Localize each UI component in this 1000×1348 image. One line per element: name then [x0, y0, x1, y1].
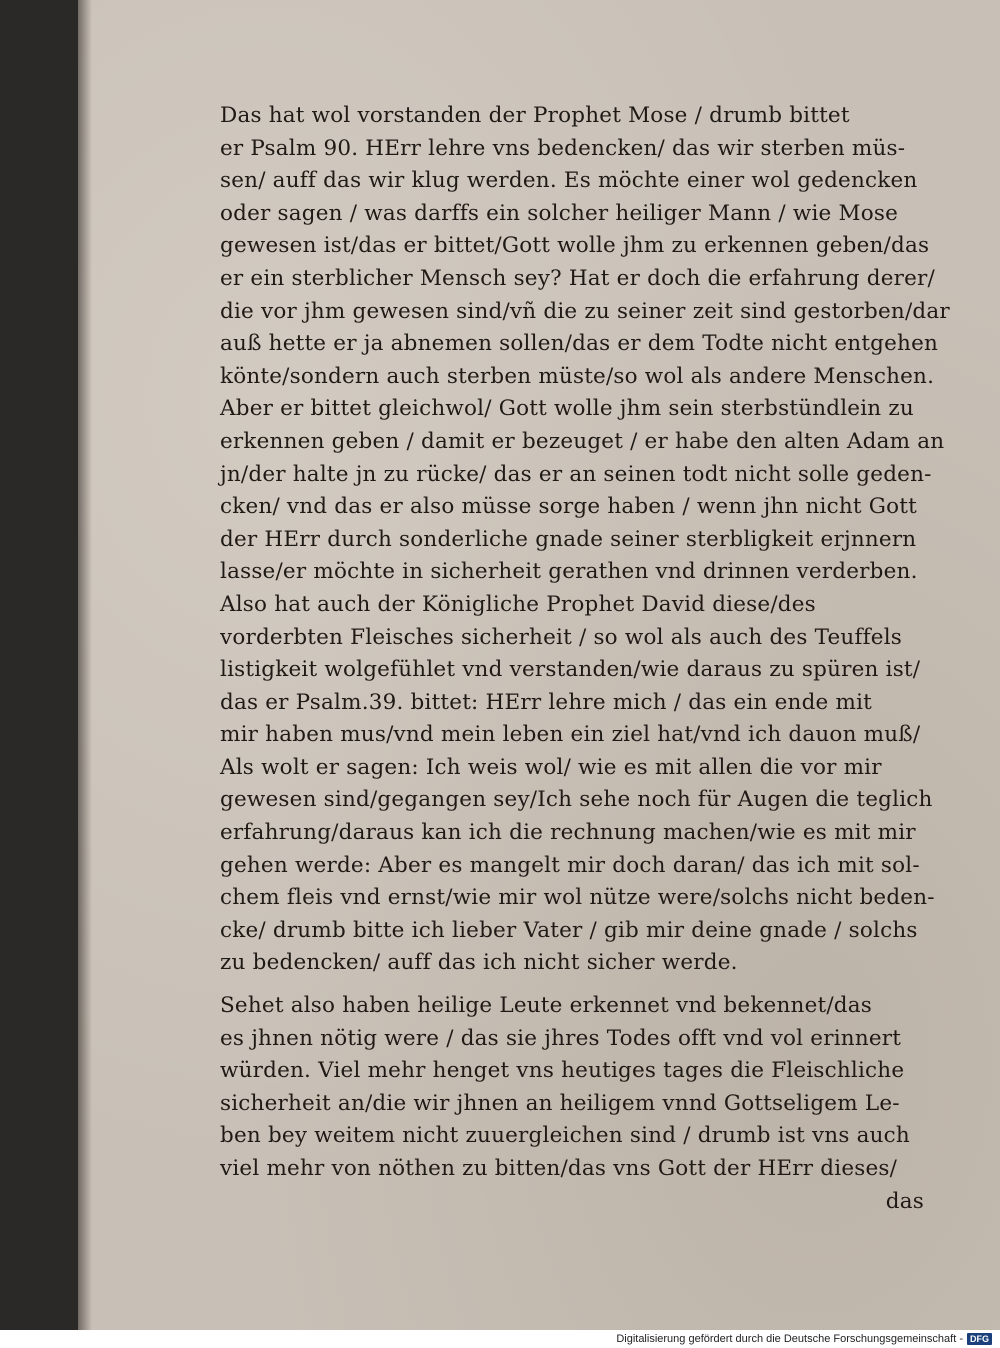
- text-line: Das hat wol vorstanden der Prophet Mose / drumb bittet: [220, 103, 850, 128]
- text-line: die vor jhm gewesen sind/vñ die zu seiner zeit sind gestorben/dar: [220, 298, 950, 324]
- text-line: gehen werde: Aber es mangelt mir doch daran/ das ich mit sol-: [220, 852, 920, 878]
- page-gutter-shadow: [78, 0, 92, 1330]
- text-line: Also hat auch der Königliche Prophet David diese/des: [220, 591, 816, 617]
- text-line: cke/ drumb bitte ich lieber Vater / gib mir deine gnade / solchs: [220, 917, 918, 943]
- text-line: er Psalm 90. HErr lehre vns bedencken/ das wir sterben müs-: [220, 135, 906, 161]
- text-line: gewesen ist/das er bittet/Gott wolle jhm zu erkennen geben/das: [220, 233, 930, 259]
- text-line: viel mehr von nöthen zu bitten/das vns Gott der HErr dieses/: [220, 1156, 898, 1181]
- text-line: sen/ auff das wir klug werden. Es möchte einer wol gedencken: [220, 168, 918, 194]
- digitization-footer: [0, 1330, 1000, 1348]
- text-line: gewesen sind/gegangen sey/Ich sehe noch für Augen die teglich: [220, 787, 933, 813]
- text-line: er ein sterblicher Mensch sey? Hat er doch die erfahrung derer/: [220, 265, 935, 291]
- text-line: Aber er bittet gleichwol/ Gott wolle jhm sein sterbstündlein zu: [220, 396, 914, 422]
- paragraph: [220, 589, 982, 980]
- text-line: jn/der halte jn zu rücke/ das er an seinen todt nicht solle geden-: [220, 461, 932, 487]
- text-line: erkennen geben / damit er bezeuget / er habe den alten Adam an: [220, 428, 945, 454]
- text-line: oder sagen / was darffs ein solcher heiliger Mann / wie Mose: [220, 200, 899, 226]
- text-line: erfahrung/daraus kan ich die rechnung machen/wie es mit mir: [220, 820, 916, 846]
- text-line: Sehet also haben heilige Leute erkennet vnd bekennet/das: [220, 993, 872, 1019]
- dfg-logo-icon: DFG: [967, 1333, 992, 1345]
- text-line: würden. Viel mehr henget vns heutiges tages die Fleischliche: [220, 1058, 905, 1084]
- text-line: lasse/er möchte in sicherheit gerathen vnd drinnen verderben.: [220, 559, 918, 585]
- text-line: sicherheit an/die wir jhnen an heiligem vnnd Gottseligem Le-: [220, 1090, 900, 1116]
- text-line: ben bey weitem nicht zuuergleichen sind / drumb ist vns auch: [220, 1123, 910, 1149]
- text-line: könte/sondern auch sterben müste/so wol als andere Menschen.: [220, 363, 935, 389]
- text-line: es jhnen nötig were / das sie jhres Todes offt vnd vol erinnert: [220, 1025, 902, 1051]
- text-line: mir haben mus/vnd mein leben ein ziel hat/vnd ich dauon muß/: [220, 722, 921, 748]
- page-text: [220, 100, 982, 1218]
- text-line: chem fleis vnd ernst/wie mir wol nütze were/solchs nicht beden-: [220, 885, 935, 911]
- text-line: Als wolt er sagen: Ich weis wol/ wie es mit allen die vor mir: [220, 754, 882, 780]
- text-line: zu bedencken/ auff das ich nicht sicher werde.: [220, 950, 738, 976]
- text-line: das er Psalm.39. bittet: HErr lehre mich / das ein ende mit: [220, 689, 873, 715]
- catchword: das: [885, 1188, 924, 1214]
- text-line: listigkeit wolgefühlet vnd verstanden/wie daraus zu spüren ist/: [220, 657, 921, 683]
- footer-credit: Digitalisierung gefördert durch die Deutsche Forschungsgemeinschaft -: [616, 1333, 963, 1345]
- paragraph: [220, 990, 982, 1186]
- paragraph: [220, 100, 982, 589]
- text-line: der HErr durch sonderliche gnade seiner sterbligkeit erjnnern: [220, 526, 917, 552]
- text-line: cken/ vnd das er also müsse sorge haben / wenn jhn nicht Gott: [220, 494, 917, 520]
- text-line: vorderbten Fleisches sicherheit / so wol als auch des Teuffels: [220, 624, 903, 650]
- text-line: auß hette er ja abnemen sollen/das er dem Todte nicht entgehen: [220, 331, 939, 357]
- paragraph-gap: [220, 980, 982, 990]
